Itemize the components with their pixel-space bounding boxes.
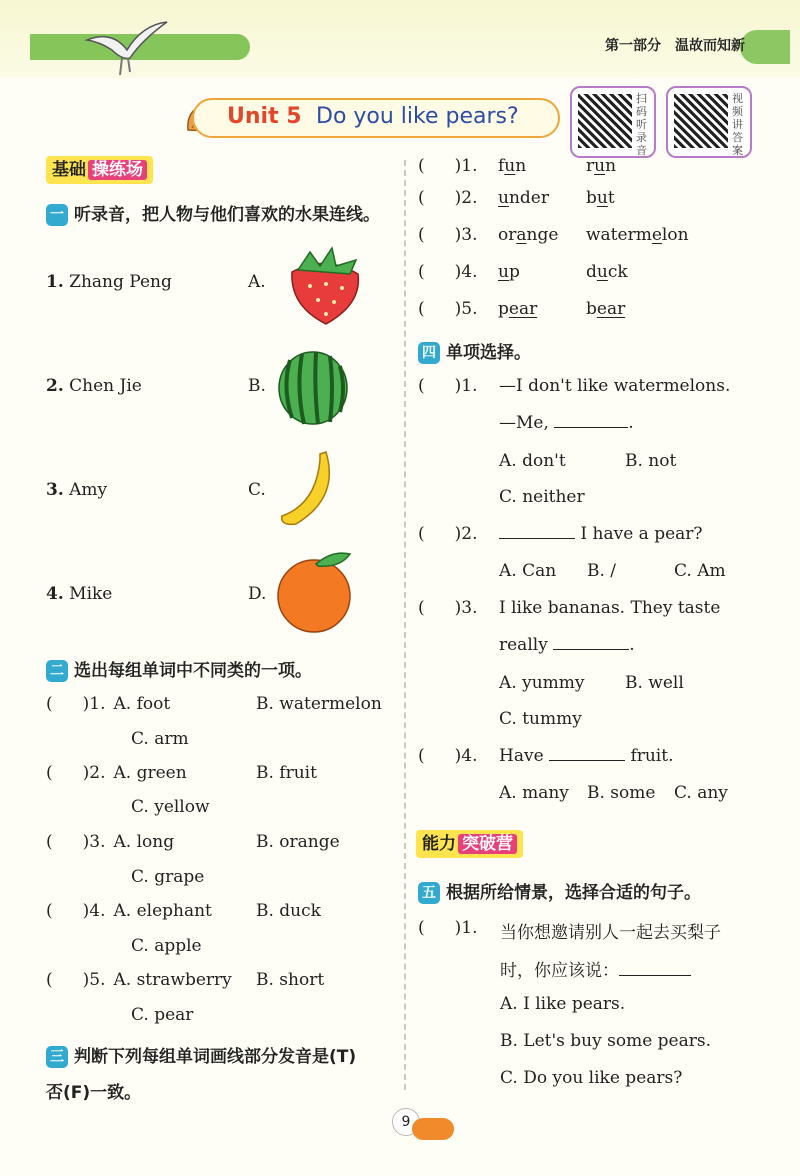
option[interactable]: C. neither — [499, 487, 585, 507]
qr-code-icon — [578, 94, 632, 148]
word-1: fun — [498, 156, 527, 176]
tag-highlight: 突破营 — [458, 834, 517, 854]
seagull-icon — [82, 20, 172, 80]
banana-image — [276, 448, 336, 528]
section-title: 选出每组单词中不同类的一项。 — [74, 661, 312, 681]
word-2: bear — [586, 299, 626, 319]
option[interactable]: C. arm — [131, 729, 189, 749]
ability-tag — [416, 830, 523, 858]
option[interactable]: C. pear — [131, 1005, 194, 1025]
section-title: 听录音，把人物与他们喜欢的水果连线。 — [74, 205, 380, 225]
question-row[interactable]: ( )5. A. strawberry — [46, 970, 232, 990]
option[interactable]: A. I like pears. — [500, 994, 626, 1014]
option[interactable]: B. short — [256, 970, 325, 990]
tag-text: 能力 — [422, 834, 456, 854]
option[interactable]: A. yummy — [499, 673, 585, 693]
answer-blank[interactable] — [619, 975, 691, 976]
grass-decoration — [740, 30, 790, 64]
page-number: 9 — [392, 1108, 420, 1136]
match-item: 2. Chen Jie — [46, 376, 142, 396]
option[interactable]: C. yellow — [131, 797, 210, 817]
word-2: watermelon — [586, 225, 689, 245]
word-2: but — [586, 188, 615, 208]
option[interactable]: C. any — [674, 783, 728, 803]
option[interactable]: C. Am — [674, 561, 726, 581]
question-text: I like bananas. They taste — [499, 598, 721, 618]
orange-image — [276, 550, 356, 634]
question-row[interactable]: ( )5. — [418, 299, 478, 319]
section-title: 判断下列每组单词画线部分发音是(T) — [74, 1047, 357, 1067]
answer-blank[interactable] — [553, 649, 629, 650]
option[interactable]: A. don't — [499, 451, 566, 471]
section-title: 单项选择。 — [446, 343, 531, 363]
word-2: run — [586, 156, 617, 176]
question-row[interactable]: ( )2. A. green — [46, 763, 187, 783]
answer-blank[interactable] — [549, 760, 625, 761]
watermelon-image — [276, 346, 350, 426]
section-2-heading — [46, 656, 312, 682]
qr-code-icon — [674, 94, 728, 148]
option[interactable]: C. apple — [131, 936, 202, 956]
unit-label: Unit 5 — [227, 104, 302, 129]
option[interactable]: B. orange — [256, 832, 340, 852]
option[interactable]: B. duck — [256, 901, 321, 921]
question-text: 当你想邀请别人一起去买梨子 — [500, 923, 721, 943]
strawberry-image — [280, 244, 370, 326]
qr-label: 视频讲答案 — [732, 92, 743, 157]
question-text: I have a pear? — [499, 524, 703, 544]
submarine-icon — [412, 1118, 454, 1140]
question-text: really . — [499, 635, 635, 655]
section-1-heading — [46, 200, 380, 226]
option[interactable]: B. Let's buy some pears. — [500, 1031, 711, 1051]
option[interactable]: B. not — [625, 451, 677, 471]
match-letter: A. — [248, 272, 266, 292]
qr-label: 扫码听录音 — [636, 92, 647, 157]
match-item: 4. Mike — [46, 584, 113, 604]
match-letter: D. — [248, 584, 267, 604]
section-badge: 四 — [418, 342, 440, 364]
answer-blank[interactable] — [554, 427, 628, 428]
question-text: 时，你应该说： — [500, 956, 691, 981]
word-1: up — [498, 262, 520, 282]
word-2: duck — [586, 262, 628, 282]
option[interactable]: B. / — [587, 561, 617, 581]
option[interactable]: C. tummy — [499, 709, 582, 729]
basic-practice-tag — [46, 156, 153, 184]
match-letter: C. — [248, 480, 266, 500]
section-badge: 二 — [46, 660, 68, 682]
section-badge: 三 — [46, 1046, 68, 1068]
word-1: under — [498, 188, 549, 208]
question-row[interactable]: ( )1. — [418, 918, 478, 938]
question-row[interactable]: ( )4. A. elephant — [46, 901, 212, 921]
option[interactable]: B. some — [587, 783, 656, 803]
question-row[interactable]: ( )3. — [418, 225, 478, 245]
question-text: Have fruit. — [499, 746, 674, 766]
column-divider — [404, 160, 406, 1090]
match-item: 1. Zhang Peng — [46, 272, 172, 292]
question-row[interactable]: ( )4. — [418, 746, 478, 766]
option[interactable]: A. Can — [499, 561, 557, 581]
tag-text: 基础 — [52, 160, 86, 180]
option[interactable]: B. watermelon — [256, 694, 382, 714]
answer-blank[interactable] — [499, 538, 575, 539]
part-title: 温故而知新 — [675, 38, 745, 54]
section-5-heading — [418, 878, 701, 904]
word-1: orange — [498, 225, 559, 245]
section-title: 根据所给情景，选择合适的句子。 — [446, 883, 701, 903]
qr-code-audio[interactable] — [570, 86, 656, 158]
option[interactable]: A. many — [499, 783, 569, 803]
question-row[interactable]: ( )4. — [418, 262, 478, 282]
question-row[interactable]: ( )3. — [418, 598, 478, 618]
question-row[interactable]: ( )3. A. long — [46, 832, 175, 852]
question-row[interactable]: ( )2. — [418, 524, 478, 544]
question-text: —I don't like watermelons. — [499, 376, 731, 396]
match-letter: B. — [248, 376, 266, 396]
part-label: 第一部分 — [605, 38, 661, 54]
section-3-heading-cont: 否(F)一致。 — [46, 1083, 142, 1103]
section-3-heading — [46, 1042, 356, 1068]
option[interactable]: C. grape — [131, 867, 205, 887]
qr-code-video[interactable] — [666, 86, 752, 158]
match-item: 3. Amy — [46, 480, 108, 500]
option[interactable]: C. Do you like pears? — [500, 1068, 683, 1088]
question-row[interactable]: ( )1. — [418, 156, 478, 176]
section-badge: 一 — [46, 204, 68, 226]
question-row[interactable]: ( )2. — [418, 188, 478, 208]
unit-subtitle: Do you like pears? — [316, 104, 519, 129]
question-row[interactable]: ( )1. A. foot — [46, 694, 171, 714]
section-4-heading — [418, 338, 531, 364]
question-row[interactable]: ( )1. — [418, 376, 478, 396]
tag-highlight: 操练场 — [88, 160, 147, 180]
word-1: pear — [498, 299, 538, 319]
option[interactable]: B. well — [625, 673, 684, 693]
unit-title — [192, 98, 560, 138]
header-title — [605, 35, 745, 55]
option[interactable]: B. fruit — [256, 763, 317, 783]
section-badge: 五 — [418, 882, 440, 904]
question-text: —Me, . — [499, 413, 634, 433]
